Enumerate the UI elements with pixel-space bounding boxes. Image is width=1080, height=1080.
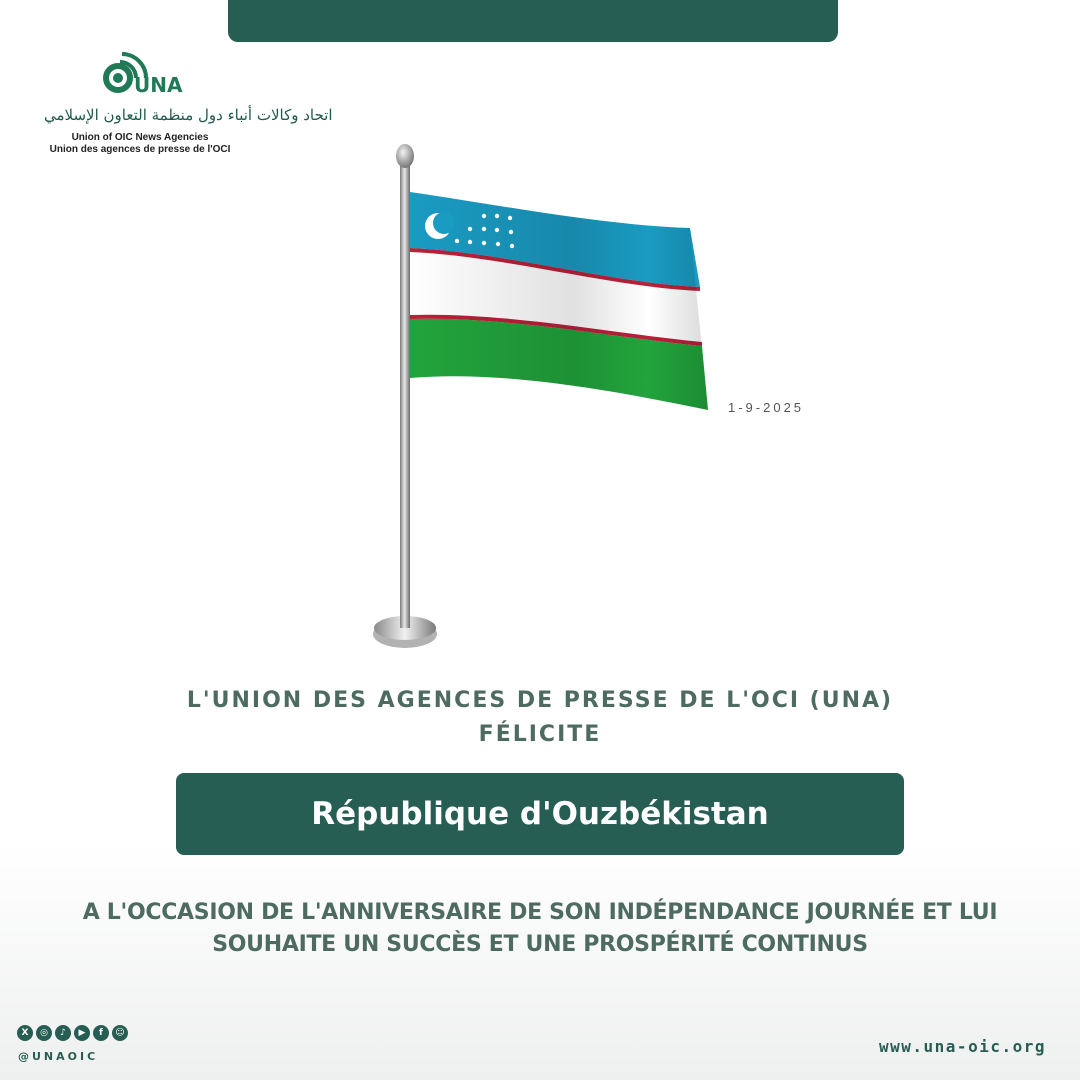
social-icons: [17, 1025, 128, 1041]
heading-line-1: L'UNION DES AGENCES DE PRESSE DE L'OCI (UNA): [186, 688, 894, 713]
tiktok-icon[interactable]: ♪: [55, 1025, 71, 1041]
social-handle: @UNAOIC: [18, 1050, 99, 1063]
youtube-icon[interactable]: ▶: [74, 1025, 90, 1041]
x-icon[interactable]: X: [17, 1025, 33, 1041]
date-label: 1-9-2025: [728, 400, 805, 415]
website-link[interactable]: www.una-oic.org: [879, 1037, 1046, 1056]
country-banner: [176, 773, 904, 855]
instagram-icon[interactable]: ◎: [36, 1025, 52, 1041]
message-line-2: SOUHAITE UN SUCCÈS ET UNE PROSPÉRITÉ CONTINUS: [212, 932, 868, 957]
logo-english-name: Union of OIC News Agencies: [71, 132, 209, 143]
logo-french-name: Union des agences de presse de l'OCI: [49, 144, 231, 155]
message-line-1: A L'OCCASION DE L'ANNIVERSAIRE DE SON INDÉPENDANCE JOURNÉE ET LUI: [82, 900, 998, 925]
country-name: République d'Ouzbékistan: [311, 796, 769, 832]
uzbekistan-flag: [410, 192, 708, 410]
heading-line-2: FÉLICITE: [478, 722, 602, 747]
snapchat-icon[interactable]: ☺: [112, 1025, 128, 1041]
facebook-icon[interactable]: f: [93, 1025, 109, 1041]
logo-acronym: UNA: [134, 73, 183, 97]
logo-arabic-name: اتحاد وكالات أنباء دول منظمة التعاون الإسلامي: [44, 106, 333, 124]
